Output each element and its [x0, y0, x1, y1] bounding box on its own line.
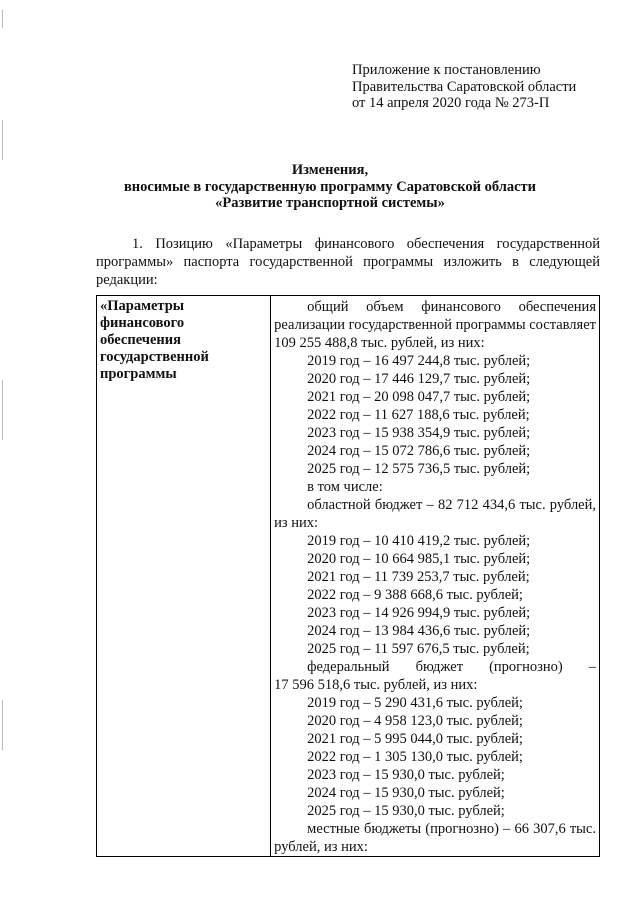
- table-row: [97, 296, 600, 857]
- financing-line: 2024 год – 13 984 436,6 тыс. рублей;: [307, 623, 531, 639]
- financing-line: общий объем финансового обеспечения: [307, 299, 596, 315]
- parameter-value-cell: [271, 296, 600, 857]
- financing-line: 2022 год – 11 627 188,6 тыс. рублей;: [307, 407, 530, 423]
- financing-line: 2023 год – 15 930,0 тыс. рублей;: [307, 767, 505, 783]
- parameter-name-line: обеспечения: [100, 332, 181, 348]
- financing-line: 2025 год – 11 597 676,5 тыс. рублей;: [307, 641, 530, 657]
- parameters-table: [96, 295, 600, 857]
- scan-edge-mark: [2, 700, 3, 750]
- title-line-3: «Развитие транспортной системы»: [215, 195, 445, 211]
- financing-line: 2021 год – 11 739 253,7 тыс. рублей;: [307, 569, 530, 585]
- document-title: [60, 162, 600, 212]
- intro-line-3: редакции:: [96, 272, 158, 288]
- financing-line: рублей, из них:: [274, 839, 368, 855]
- financing-line: 2023 год – 14 926 994,9 тыс. рублей;: [307, 605, 531, 621]
- title-line-2: вносимые в государственную программу Саратовской области: [123, 178, 537, 195]
- parameter-name-line: «Параметры финансового: [100, 298, 185, 331]
- financing-line: 2025 год – 12 575 736,5 тыс. рублей;: [307, 461, 531, 477]
- scan-edge-mark: [2, 120, 3, 160]
- title-line-1: Изменения,: [291, 162, 369, 178]
- financing-line: 2024 год – 15 930,0 тыс. рублей;: [307, 785, 505, 801]
- annex-line-2: Правительства Саратовской области: [352, 78, 577, 95]
- parameter-name-line: программы: [100, 366, 177, 382]
- financing-line: реализации государственной программы составляет: [274, 317, 596, 333]
- financing-line: 2023 год – 15 938 354,9 тыс. рублей;: [307, 425, 531, 441]
- annex-line-3: от 14 апреля 2020 года № 273-П: [352, 95, 550, 111]
- financing-line: 2021 год – 20 098 047,7 тыс. рублей;: [307, 389, 531, 405]
- scan-edge-mark: [2, 380, 3, 440]
- financing-line: 2020 год – 4 958 123,0 тыс. рублей;: [307, 713, 523, 729]
- financing-line: из них:: [274, 515, 319, 531]
- intro-paragraph: [96, 235, 600, 289]
- financing-line: 2019 год – 5 290 431,6 тыс. рублей;: [307, 695, 523, 711]
- intro-line-2: программы» паспорта государственной программы изложить в следующей: [96, 254, 600, 270]
- financing-line: 2020 год – 17 446 129,7 тыс. рублей;: [307, 371, 531, 387]
- financing-line: областной бюджет – 82 712 434,6 тыс. рублей,: [307, 497, 596, 513]
- financing-line: 2020 год – 10 664 985,1 тыс. рублей;: [307, 551, 531, 567]
- financing-line: 2019 год – 10 410 419,2 тыс. рублей;: [307, 533, 531, 549]
- financing-line: 109 255 488,8 тыс. рублей, из них:: [274, 335, 485, 351]
- scan-edge-mark: [2, 10, 3, 28]
- financing-line: 2021 год – 5 995 044,0 тыс. рублей;: [307, 731, 523, 747]
- annex-header: [352, 62, 576, 112]
- financing-line: 2022 год – 9 388 668,6 тыс. рублей;: [307, 587, 523, 603]
- annex-line-1: Приложение к постановлению: [352, 62, 541, 78]
- financing-line: 2024 год – 15 072 786,6 тыс. рублей;: [307, 443, 531, 459]
- financing-line: 2019 год – 16 497 244,8 тыс. рублей;: [307, 353, 531, 369]
- financing-line: 2022 год – 1 305 130,0 тыс. рублей;: [307, 749, 523, 765]
- parameter-name-line: государственной: [100, 349, 209, 365]
- intro-line-1: 1. Позицию «Параметры финансового обеспечения государственной: [132, 236, 600, 252]
- financing-line: местные бюджеты (прогнозно) – 66 307,6 тыс.: [307, 821, 596, 837]
- financing-line: 17 596 518,6 тыс. рублей, из них:: [274, 677, 478, 693]
- financing-line: 2025 год – 15 930,0 тыс. рублей;: [307, 803, 505, 819]
- financing-line: в том числе:: [307, 479, 383, 495]
- financing-line: федеральный бюджет (прогнозно) –: [307, 659, 596, 675]
- parameter-name-cell: [97, 296, 271, 857]
